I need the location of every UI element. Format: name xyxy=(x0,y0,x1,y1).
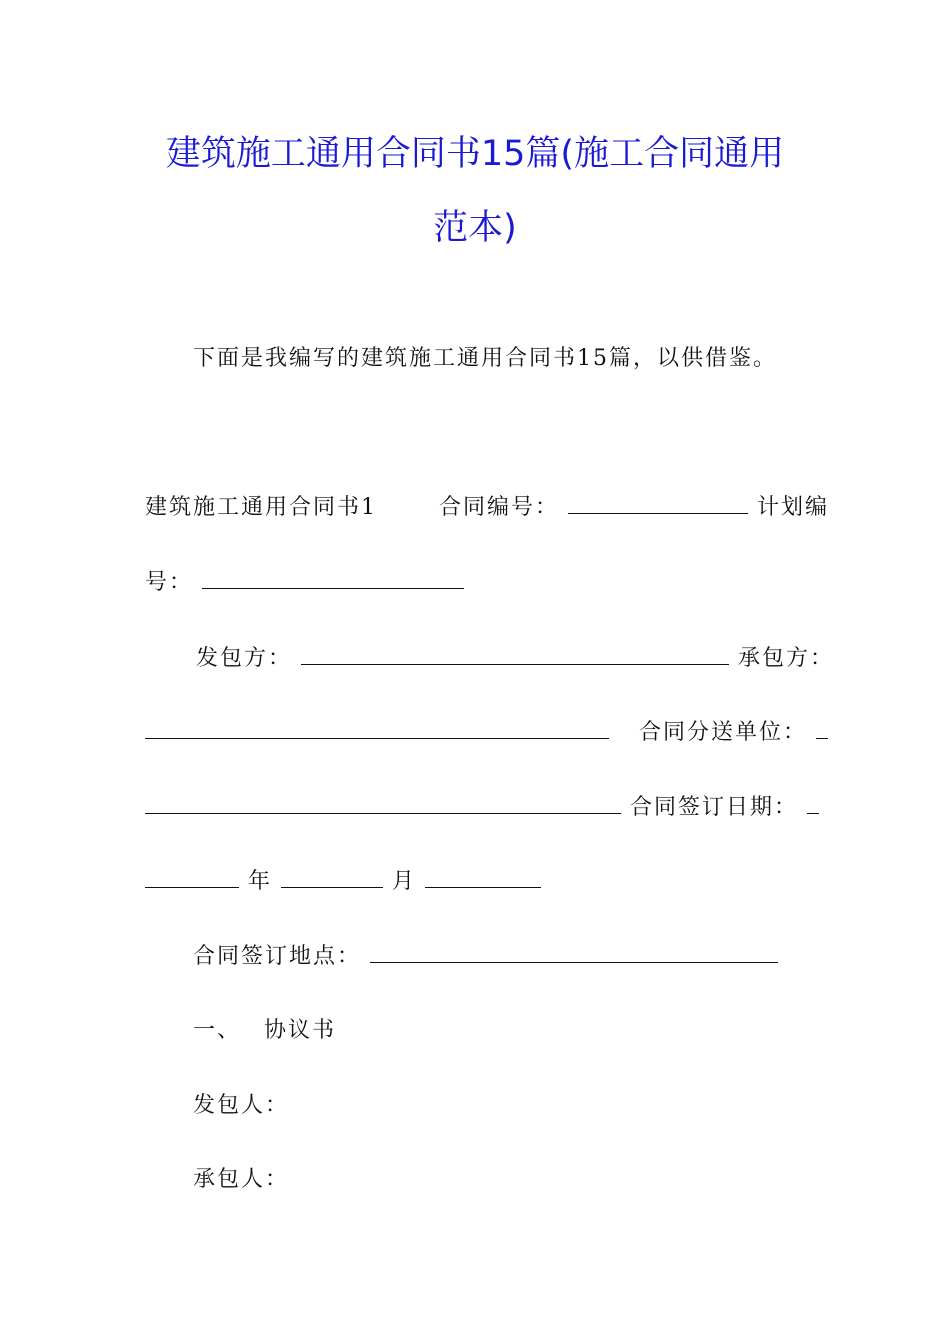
year-label: 年 xyxy=(248,869,273,894)
date-fields-line xyxy=(145,867,541,897)
employer-label: 发包方： xyxy=(196,646,293,671)
signing-place-blank xyxy=(370,942,778,963)
signing-date-label: 合同签订日期： xyxy=(630,795,799,820)
parties-line xyxy=(196,644,834,674)
plan-number-label-part1: 计划编 xyxy=(757,495,830,520)
signing-date-line xyxy=(145,793,819,823)
distribution-blank xyxy=(145,793,621,814)
signing-date-blank-start xyxy=(807,793,819,814)
year-blank xyxy=(145,867,239,888)
employer-person-label: 发包人： xyxy=(193,1093,290,1118)
month-blank xyxy=(281,867,383,888)
contractor-person-label: 承包人： xyxy=(193,1167,290,1192)
distribution-blank-start xyxy=(816,718,828,739)
contract-heading: 建筑施工通用合同书1 xyxy=(145,495,377,520)
title-line-2: 范本) xyxy=(433,208,517,248)
employer-blank xyxy=(301,644,729,665)
contract-number-blank xyxy=(568,493,748,514)
contract-number-label: 合同编号： xyxy=(439,495,560,520)
signing-place-label: 合同签订地点： xyxy=(193,944,362,969)
contractor-blank xyxy=(145,718,609,739)
day-blank xyxy=(425,867,541,888)
intro-paragraph: 下面是我编写的建筑施工通用合同书15篇，以供借鉴。 xyxy=(193,346,777,371)
plan-number-line xyxy=(145,568,464,598)
month-label: 月 xyxy=(392,869,417,894)
plan-number-label-part2: 号： xyxy=(145,570,194,595)
plan-number-blank xyxy=(202,568,464,589)
distribution-label: 合同分送单位： xyxy=(639,720,808,745)
section-one-heading: 一、 协议书 xyxy=(193,1018,336,1043)
title-line-1: 建筑施工通用合同书15篇(施工合同通用 xyxy=(165,134,785,174)
signing-place-line xyxy=(193,942,778,972)
contractor-label: 承包方： xyxy=(738,646,835,671)
contract-header-line xyxy=(145,493,830,523)
distribution-line xyxy=(145,718,828,748)
